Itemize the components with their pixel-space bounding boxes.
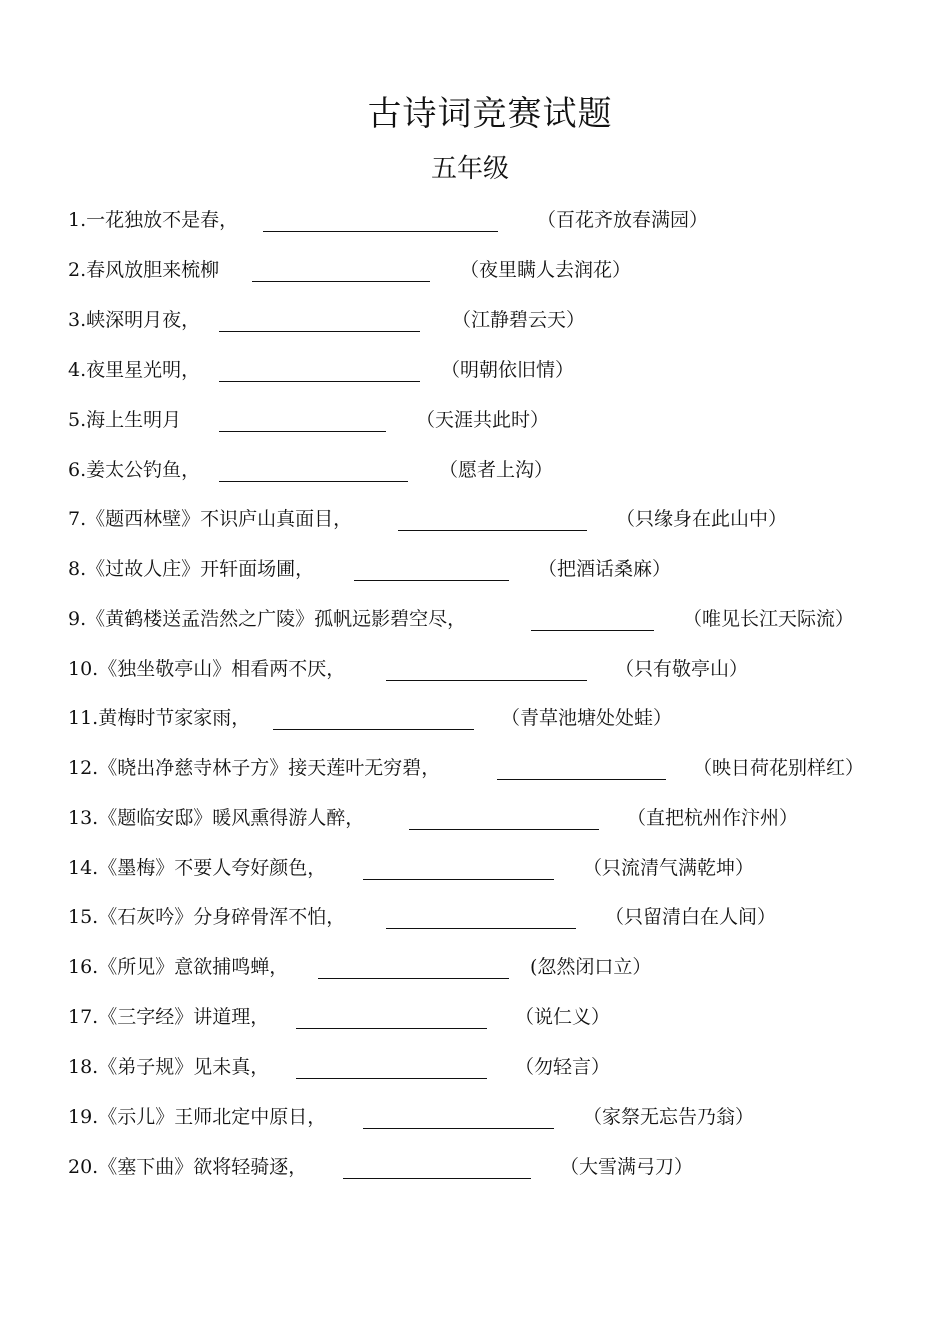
- question-row: [68, 803, 938, 833]
- question-prompt: 16.《所见》意欲捕鸣蝉，: [68, 956, 289, 978]
- question-prompt: 8.《过故人庄》开轩面场圃，: [68, 558, 315, 580]
- question-answer: (忽然闭口立）: [530, 956, 652, 978]
- answer-blank-line[interactable]: [219, 481, 408, 482]
- question-prompt: 2.春风放胆来梳柳: [68, 259, 220, 281]
- answer-blank-line[interactable]: [363, 1128, 554, 1129]
- question-answer: （大雪满弓刀）: [560, 1156, 694, 1178]
- question-prompt: 1.一花独放不是春，: [68, 209, 239, 231]
- question-answer: （明朝依旧情）: [441, 359, 575, 381]
- question-prompt: 20.《塞下曲》欲将轻骑逐，: [68, 1156, 308, 1178]
- question-row: [68, 504, 938, 534]
- question-prompt: 3.峡深明月夜，: [68, 309, 201, 331]
- question-row: [68, 604, 938, 634]
- question-answer: （夜里瞒人去润花）: [460, 259, 632, 281]
- question-answer: （直把杭州作汴州）: [627, 807, 799, 829]
- question-answer: （青草池塘处处蛙）: [501, 707, 673, 729]
- answer-blank-line[interactable]: [386, 680, 587, 681]
- answer-blank-line[interactable]: [219, 381, 420, 382]
- question-answer: （天涯共此时）: [416, 409, 550, 431]
- answer-blank-line[interactable]: [252, 281, 430, 282]
- answer-blank-line[interactable]: [219, 331, 420, 332]
- page-subtitle: 五年级: [430, 154, 509, 184]
- question-prompt: 15.《石灰吟》分身碎骨浑不怕，: [68, 906, 346, 928]
- question-row: [68, 853, 938, 883]
- answer-blank-line[interactable]: [263, 231, 498, 232]
- question-prompt: 10.《独坐敬亭山》相看两不厌，: [68, 658, 346, 680]
- answer-blank-line[interactable]: [531, 630, 654, 631]
- question-row: [68, 455, 938, 485]
- question-prompt: 14.《墨梅》不要人夸好颜色，: [68, 857, 327, 879]
- question-row: [68, 753, 938, 783]
- answer-blank-line[interactable]: [318, 978, 509, 979]
- question-prompt: 13.《题临安邸》暖风熏得游人醉，: [68, 807, 365, 829]
- question-row: [68, 1152, 938, 1182]
- question-answer: （说仁义）: [515, 1006, 611, 1028]
- question-prompt: 6.姜太公钓鱼，: [68, 459, 201, 481]
- answer-blank-line[interactable]: [343, 1178, 531, 1179]
- question-prompt: 18.《弟子规》见未真，: [68, 1056, 270, 1078]
- answer-blank-line[interactable]: [273, 729, 474, 730]
- question-prompt: 4.夜里星光明，: [68, 359, 201, 381]
- page-title: 古诗词竞赛试题: [367, 94, 613, 134]
- question-answer: （百花齐放春满园）: [537, 209, 709, 231]
- answer-blank-line[interactable]: [219, 431, 386, 432]
- question-prompt: 7.《题西林壁》不识庐山真面目，: [68, 508, 353, 530]
- question-row: [68, 355, 938, 385]
- answer-blank-line[interactable]: [398, 530, 587, 531]
- question-row: [68, 405, 938, 435]
- answer-blank-line[interactable]: [363, 879, 554, 880]
- question-answer: （家祭无忘告乃翁）: [583, 1106, 755, 1128]
- question-row: [68, 952, 938, 982]
- question-answer: （映日荷花别样红）: [693, 757, 865, 779]
- question-row: [68, 305, 938, 335]
- question-row: [68, 654, 938, 684]
- answer-blank-line[interactable]: [354, 580, 509, 581]
- answer-blank-line[interactable]: [296, 1078, 487, 1079]
- question-row: [68, 703, 938, 733]
- question-prompt: 11.黄梅时节家家雨，: [68, 707, 251, 729]
- question-row: [68, 1052, 938, 1082]
- question-answer: （勿轻言）: [515, 1056, 611, 1078]
- question-prompt: 12.《晓出净慈寺林子方》接天莲叶无穷碧，: [68, 757, 441, 779]
- question-answer: （唯见长江天际流）: [683, 608, 855, 630]
- question-answer: （愿者上沟）: [439, 459, 554, 481]
- question-answer: （只缘身在此山中）: [616, 508, 788, 530]
- question-row: [68, 205, 938, 235]
- question-answer: （把酒话桑麻）: [538, 558, 672, 580]
- question-row: [68, 1002, 938, 1032]
- answer-blank-line[interactable]: [386, 928, 576, 929]
- question-answer: （江静碧云天）: [452, 309, 586, 331]
- question-row: [68, 902, 938, 932]
- question-prompt: 9.《黄鹤楼送孟浩然之广陵》孤帆远影碧空尽，: [68, 608, 467, 630]
- question-row: [68, 1102, 938, 1132]
- answer-blank-line[interactable]: [409, 829, 599, 830]
- question-row: [68, 554, 938, 584]
- question-prompt: 17.《三字经》讲道理，: [68, 1006, 270, 1028]
- question-prompt: 5.海上生明月: [68, 409, 182, 431]
- question-answer: （只留清白在人间）: [605, 906, 777, 928]
- question-answer: （只有敬亭山）: [615, 658, 749, 680]
- answer-blank-line[interactable]: [296, 1028, 487, 1029]
- question-answer: （只流清气满乾坤）: [583, 857, 755, 879]
- question-row: [68, 255, 938, 285]
- answer-blank-line[interactable]: [497, 779, 666, 780]
- question-prompt: 19.《示儿》王师北定中原日，: [68, 1106, 327, 1128]
